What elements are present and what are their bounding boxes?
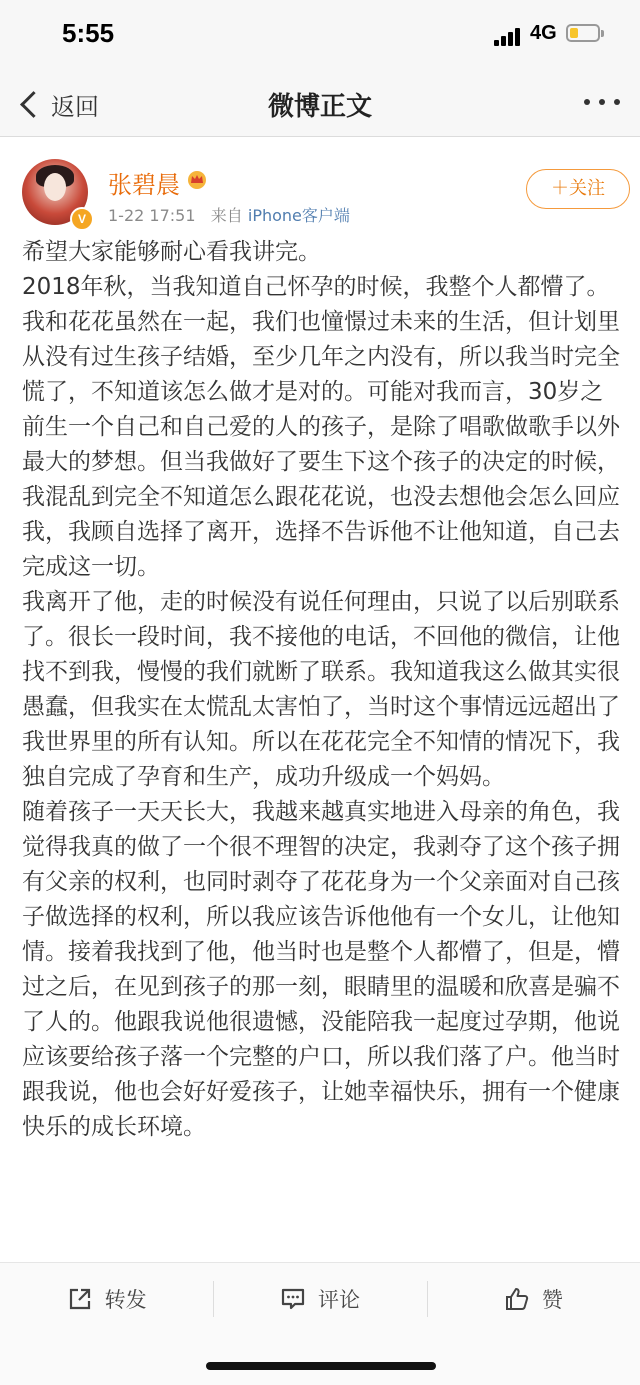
more-dots-icon[interactable]	[584, 96, 620, 108]
nav-bar	[0, 70, 640, 137]
like-label: 赞	[541, 1288, 563, 1312]
follow-button[interactable]: ＋关注	[526, 169, 630, 209]
action-bar	[0, 1262, 640, 1335]
signal-icon	[494, 26, 524, 46]
crown-icon	[186, 169, 208, 189]
source-prefix: 来自	[210, 206, 243, 225]
status-bar	[0, 0, 640, 70]
post-paragraph: 2018年秋，当我知道自己怀孕的时候，我整个人都懵了。我和花花虽然在一起，我们也憧憬过未来的生活，但计划里从没有过生孩子结婚，至少几年之内没有，所以我当时完全慌了，不知道该怎么做才是对的。可能对我而言，30岁之前生一个自己和自己爱的人的孩子，是除了唱歌做歌手以外最大的梦想。但当我做好了要生下这个孩子的决定的时候，我混乱到完全不知道怎么跟花花说，也没去想他会怎么回应我，我顾自选择了离开，选择不告诉他不让他知道，自己去完成这一切。	[22, 274, 620, 580]
verified-v-icon: V	[70, 207, 94, 231]
post-paragraph: 希望大家能够耐心看我讲完。	[22, 239, 321, 265]
share-icon	[67, 1286, 93, 1312]
post-body	[22, 235, 622, 1145]
status-time: 5:55	[62, 18, 115, 48]
post-paragraph: 我离开了他，走的时候没有说任何理由，只说了以后别联系了。很长一段时间，我不接他的电话，不回他的微信，让他找不到我，慢慢的我们就断了联系。我知道我这么做其实很愚蠢，但我实在太慌乱太害怕了，当时这个事情远远超出了我世界里的所有认知。所以在花花完全不知情的情况下，我独自完成了孕育和生产，成功升级成一个妈妈。	[22, 589, 620, 790]
post-source[interactable]: iPhone客户端	[247, 206, 350, 225]
post-time: 1-22 17:51	[108, 206, 196, 225]
bottom-safe-area	[0, 1334, 640, 1385]
repost-label: 转发	[104, 1288, 147, 1312]
battery-icon	[566, 24, 600, 42]
network-type: 4G	[530, 22, 557, 44]
home-indicator[interactable]	[206, 1362, 436, 1370]
page-title: 微博正文	[267, 92, 372, 122]
post-card	[0, 137, 640, 1267]
comment-icon	[280, 1286, 306, 1312]
post-meta	[108, 203, 350, 226]
thumbs-up-icon	[504, 1286, 530, 1312]
comment-button[interactable]	[213, 1263, 426, 1335]
repost-button[interactable]	[0, 1263, 213, 1335]
like-button[interactable]	[427, 1263, 640, 1335]
author-name[interactable]: 张碧晨	[108, 171, 180, 199]
back-label: 返回	[51, 92, 99, 121]
comment-label: 评论	[317, 1288, 360, 1312]
post-paragraph: 随着孩子一天天长大，我越来越真实地进入母亲的角色，我觉得我真的做了一个很不理智的决定，我剥夺了这个孩子拥有父亲的权利，也同时剥夺了花花身为一个父亲面对自己孩子做选择的权利，所以我应该告诉他他有一个女儿，让他知情。接着我找到了他，他当时也是整个人都懵了，但是，懵过之后，在见到孩子的那一刻，眼睛里的温暖和欣喜是骗不了人的。他跟我说他很遗憾，没能陪我一起度过孕期，他说应该要给孩子落一个完整的户口，所以我们落了户。他当时跟我说，他也会好好爱孩子，让她幸福快乐，拥有一个健康快乐的成长环境。	[22, 799, 620, 1140]
